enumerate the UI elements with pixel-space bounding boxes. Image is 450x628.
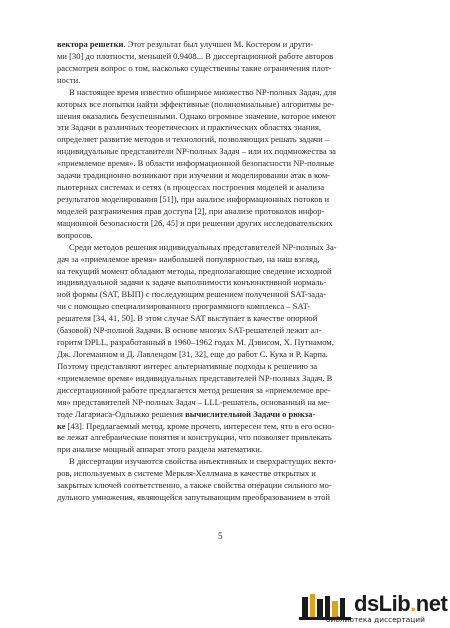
text-line [57,122,391,134]
paragraph [57,456,391,504]
paragraph [57,242,391,457]
text-run: Поэтому представляют интерес альтернативные подходы к решению за [57,360,318,371]
text-line [57,361,391,373]
text-line [57,242,391,254]
text-line [57,218,391,230]
text-run: ной формы (SAT, ВЫП) с последующим решением полученной SAT-зада- [57,289,327,300]
watermark-brand [354,591,447,617]
text-line [57,421,391,433]
brand-tld: net [415,591,448,616]
text-line [57,39,391,51]
text-run: дач за «приемлемое время» наибольшей популярностью, на наш взгляд, [57,253,320,264]
text-run: закрытых ключей соответственно, а также свойства операции сильного мо- [57,480,332,491]
text-line [57,75,391,87]
bold-term: вектора решетки [57,39,124,49]
text-run: ми [30] до плотности, меньшей 0.9408... В диссертационной работе авторов [57,50,334,61]
text-run: горитм DPLL, разработанный в 1960–1962 годах М. Дэвисом, Х. Путнамом, [57,337,334,348]
text-line [57,158,391,170]
text-run: ности. [57,74,81,85]
text-line [57,289,391,301]
text-line [57,337,391,349]
text-line [57,385,391,397]
text-run: [43]. Предлагаемый метод, кроме прочего, интересен тем, что в его осно- [65,420,335,431]
text-line [57,277,391,289]
paragraph [57,87,391,242]
text-line [57,170,391,182]
text-line [57,254,391,266]
text-run: рассмотрен вопрос о том, насколько существенны такие ограничения плот- [57,62,332,73]
text-line [57,266,391,278]
text-run: «приемлемое время». В области информационной безопасности NP-полные [57,158,335,169]
text-run: В диссертации изучаются свойства инъективных и сверхрастущих векто- [69,456,337,467]
text-run: Дж. Логеманном и Д. Лавлендом [31, 32], еще до работ С. Кука и Р. Карпа. [57,348,328,359]
text-line [57,111,391,123]
text-run: «приемлемое время» индивидуальных представителей NP-полных Задач. В [57,372,333,383]
text-run: индивидуальной задачи к задаче выполнимости конъюнктивной нормаль- [57,277,327,288]
text-run: вопросов. [57,229,93,240]
text-run: на текущий момент обладают методы, предполагающие сведение исходной [57,265,332,276]
paragraph [57,39,391,87]
text-line [57,63,391,75]
page-number: 5 [218,531,223,541]
text-line [57,99,391,111]
text-line [57,230,391,242]
brand-dot: . [410,591,416,616]
text-run: В настоящее время известно обширное множество NP-полных Задач, для [69,86,337,97]
text-run: мя» представителей NP-полных Задач – LLL-решатель, основанный на ме- [57,396,330,407]
text-run: ве лежат алгебраические понятия и конструкции, что позволяет привлекать [57,432,332,443]
text-run: Среди методов решения индивидуальных представителей NP-полных За- [69,241,337,252]
text-run: (базовой) NP-полной Задачи. В основе многих SAT-решателей лежит ал- [57,325,322,336]
text-line [57,194,391,206]
text-line [57,492,391,504]
text-line [57,349,391,361]
body-text [57,39,391,504]
text-run: которых все попытки найти эффективные (полиномиальные) алгоритмы ре- [57,98,334,109]
text-run: тоде Лагариаса-Одлыжко решения [57,408,186,419]
text-line [57,87,391,99]
text-line [57,456,391,468]
text-run: определяет развитие методов и технологий, позволяющих решать задачи – [57,134,330,145]
text-run: результатов моделирования [51]), при анализе информационных потоков и [57,193,330,204]
text-line [57,409,391,421]
bold-term: ке [57,420,66,431]
text-line [57,51,391,63]
dslib-watermark[interactable] [296,589,448,625]
text-line [57,397,391,409]
text-run: моделей разграничения прав доступа [2], при анализе протоколов инфор- [57,205,325,216]
text-line [57,313,391,325]
text-run: эти Задачи в различных теоретических и практических областях знания, [57,122,322,133]
text-run: дульного умножения, являющейся запутывающим преобразованием в этой [57,492,330,503]
text-run: мационной безопасности [26, 45] и при решении других исследовательских [57,217,333,228]
text-line [57,444,391,456]
text-run: решателя [34, 41, 50]. В этом случае SAT выступает в качестве опорной [57,313,318,324]
brand-main: dsLib [354,591,411,616]
text-run: задачи традиционно возникают при изучении и моделировании атак в ком- [57,170,331,181]
text-line [57,301,391,313]
text-line [57,134,391,146]
watermark-subtitle: библиотека диссертаций [326,615,425,624]
text-run: пьютерных системах и сетях (в процессах построения моделей и анализа [57,182,325,193]
text-line [57,468,391,480]
bold-term: вычислительной Задачи о рюкза- [185,408,316,419]
text-run: при анализе мощный аппарат этого раздела математики. [57,444,263,455]
text-run: индивидуальные представители NP-полных Задач – или их подмножества за [57,146,336,157]
text-line [57,146,391,158]
text-line [57,182,391,194]
text-run: шения оказались безуспешными. Однако огромное значение, которое имеют [57,110,336,121]
text-line [57,432,391,444]
text-run: чи с помощью специализированного программного комплекса – SAT- [57,301,311,312]
text-line [57,373,391,385]
text-run: . Этот результат был улучшен М. Костером и други- [123,39,314,49]
text-line [57,325,391,337]
text-line [57,480,391,492]
text-run: диссертационной работе предлагается метод решения за «приемлемое вре- [57,384,331,395]
text-run: ров, используемых в системе Меркля-Хеллмана в качестве открытых и [57,468,316,479]
text-line [57,206,391,218]
